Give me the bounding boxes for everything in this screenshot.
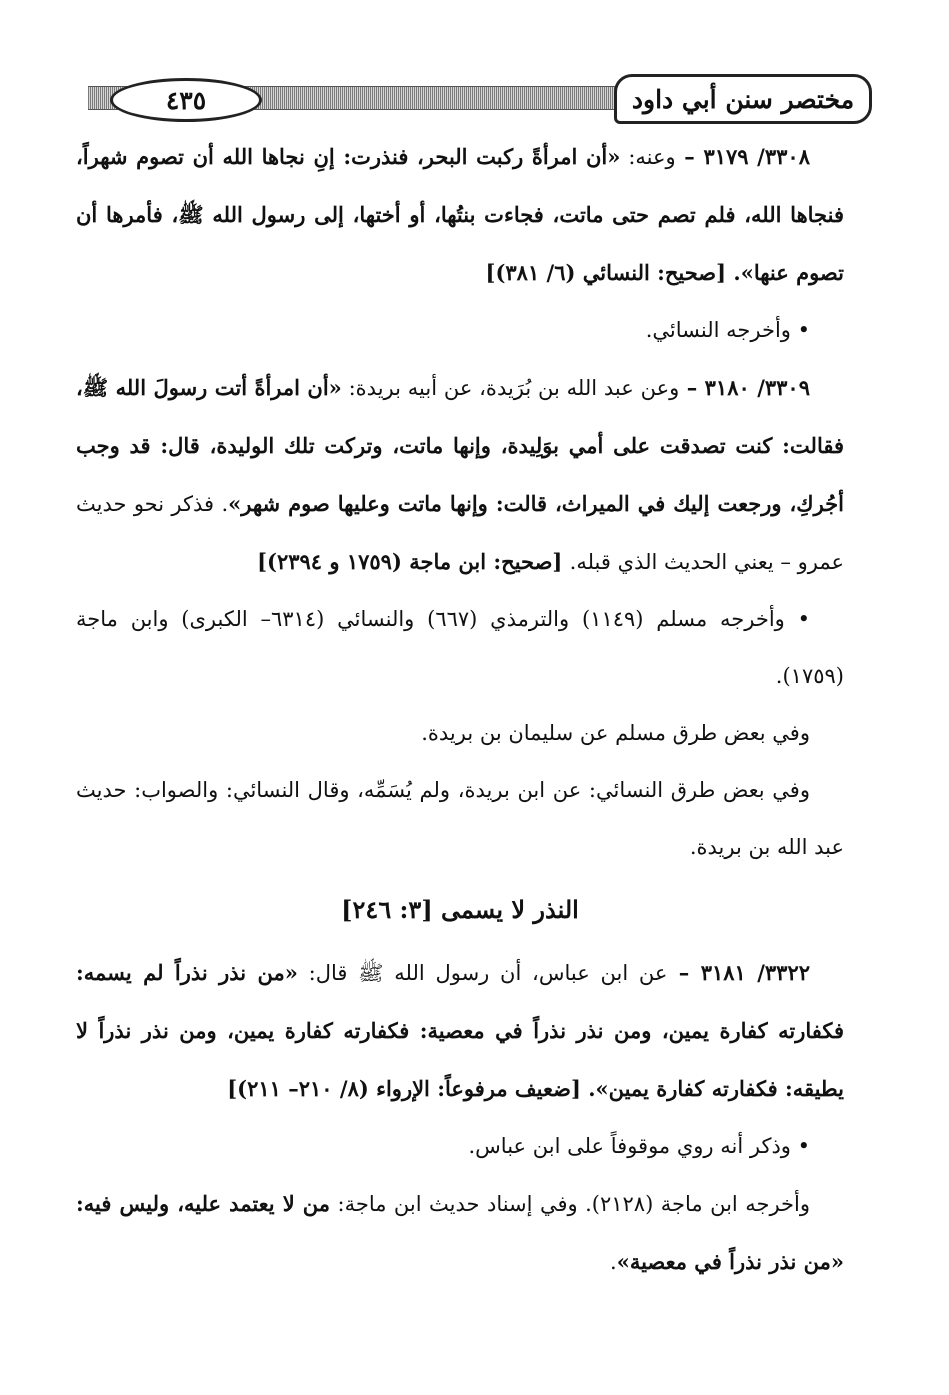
hadith-text: «من نذر نذراً لم يسمه: فكفارته كفارة يمين، ومن نذر نذراً في معصية: فكفارته كفارة يمين، ومن نذر نذراً لا يطيقه: فكفارته كفارة يمين»: [76, 960, 844, 1101]
hadith-text: «أن امرأةً ركبت البحر، فنذرت: إنِ نجاها الله أن تصوم شهراً، فنجاها الله، فلم تصم حتى ماتت، فجاءت بنتُها، أو أختها، إلى رسول الله ﷺ، فأمرها أن تصوم عنها»: [76, 144, 844, 285]
section-heading: النذر لا يسمى [٣: ٢٤٦]: [341, 895, 579, 924]
hadith-3308: [76, 128, 844, 302]
hadith-after: . فذكر نحو حديث عمرو – يعني الحديث الذي قبله.: [76, 492, 844, 574]
hadith-3309: [76, 359, 844, 591]
hadith-grading: . [صحيح: النسائي (٦/ ٣٨١)]: [485, 260, 741, 285]
hadith-number: ٣٣٠٩/ ٣١٨٠ –: [679, 375, 810, 400]
hadith-number: ٣٣٢٢/ ٣١٨١ –: [667, 960, 811, 985]
hadith-grading: . [ضعيف مرفوعاً: الإرواء (٨/ ٢١٠– ٢١١)]: [227, 1076, 596, 1101]
page-header: [80, 72, 872, 132]
hadith-intro: وعنه:: [620, 145, 676, 169]
hadith-intro: عن ابن عباس، أن رسول الله ﷺ قال:: [297, 961, 668, 985]
hadith-note: • وأخرجه النسائي.: [76, 302, 844, 359]
hadith-note: [76, 1175, 844, 1291]
hadith-grading: [صحيح: ابن ماجة (١٧٥٩ و ٢٣٩٤)]: [257, 549, 570, 574]
hadith-intro: وعن عبد الله بن بُرَيدة، عن أبيه بريدة:: [341, 376, 680, 400]
hadith-note: • وأخرجه مسلم (١١٤٩) والترمذي (٦٦٧) والنسائي (٦٣١٤– الكبرى) وابن ماجة (١٧٥٩).: [76, 591, 844, 705]
hadith-text: «أن امرأةً أتت رسولَ الله ﷺ، فقالت: كنت تصدقت على أمي بوَلِيدة، وإنها ماتت، وتركت تلك الوليدة، قال: قد وجب أجُركِ، ورجعت إليك في الميراث، قالت: وإنها ماتت وعليها صوم شهر»: [76, 375, 844, 516]
hadith-number: ٣٣٠٨/ ٣١٧٩ –: [675, 144, 810, 169]
note-bold-text: من لا يعتمد عليه، وليس فيه: «من نذر نذراً في معصية»: [76, 1191, 844, 1274]
page-body: [76, 128, 844, 1291]
page-number: ٤٣٥: [110, 78, 262, 122]
hadith-note: وفي بعض طرق مسلم عن سليمان بن بريدة.: [421, 721, 810, 745]
note-text: وأخرجه ابن ماجة (٢١٢٨). وفي إسناد حديث ابن ماجة:: [330, 1192, 810, 1216]
note-end: .: [610, 1250, 617, 1274]
hadith-note: وفي بعض طرق النسائي: عن ابن بريدة، ولم يُسَمِّه، وقال النسائي: والصواب: حديث عبد الله بن بريدة.: [76, 778, 844, 859]
hadith-note: • وذكر أنه روي موقوفاً على ابن عباس.: [76, 1118, 844, 1175]
book-title: مختصر سنن أبي داود: [614, 74, 872, 124]
hadith-3322: [76, 944, 844, 1118]
